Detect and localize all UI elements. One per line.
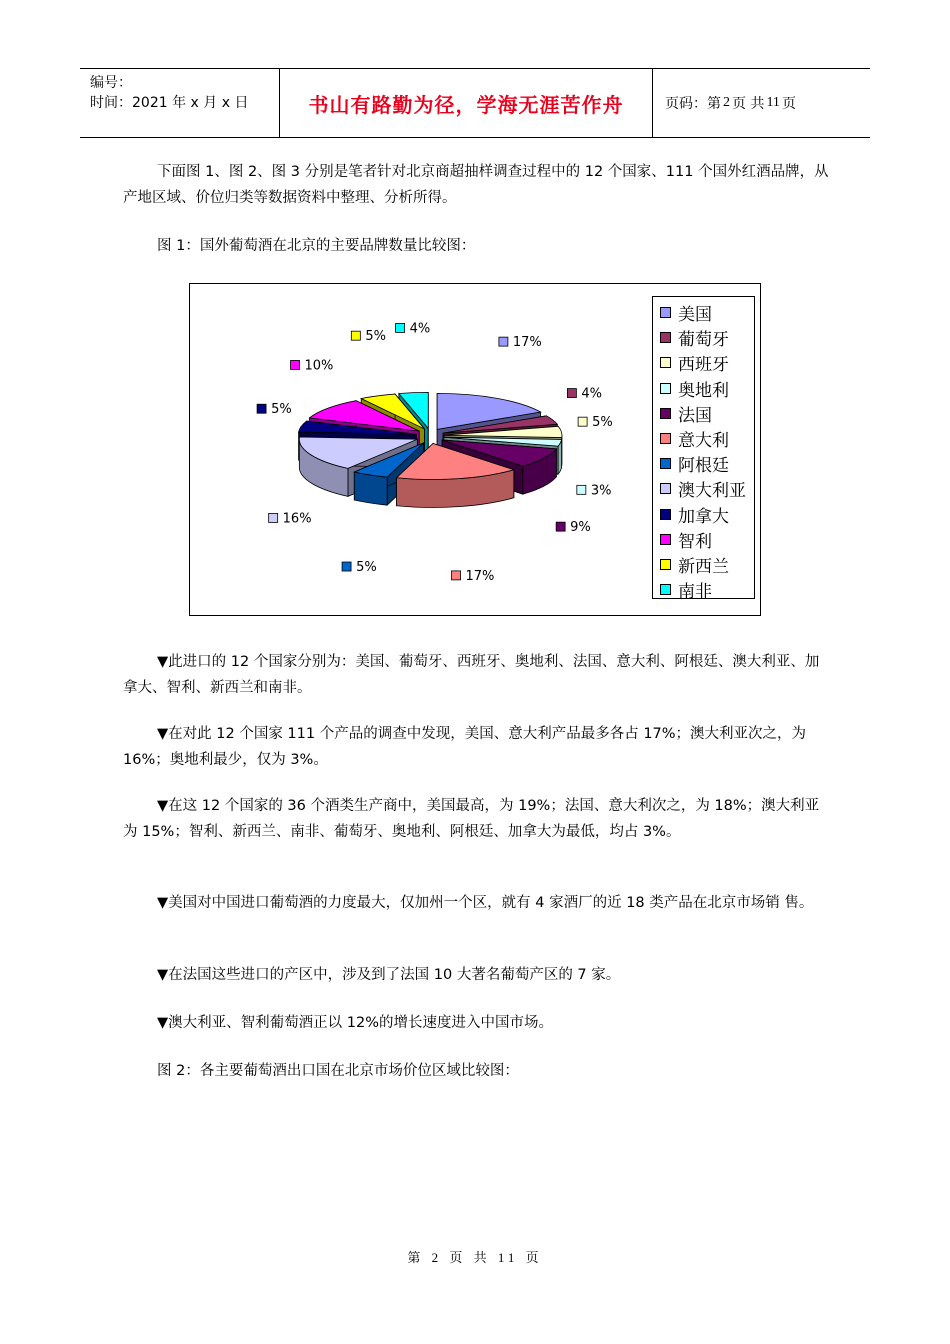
chart-legend xyxy=(652,296,755,603)
page-suffix: 页 xyxy=(781,96,796,112)
time-label: 时间：2021 年 x 月 x 日 xyxy=(90,95,249,111)
legend-swatch xyxy=(660,357,671,368)
data-label xyxy=(499,335,542,350)
data-label xyxy=(257,402,292,417)
legend-label: 阿根廷 xyxy=(678,456,729,477)
legend-swatch xyxy=(660,433,671,444)
legend-item xyxy=(653,325,754,350)
data-label xyxy=(577,483,612,498)
legend-item xyxy=(653,376,754,401)
legend-swatch xyxy=(660,509,671,520)
legend-item xyxy=(653,577,754,602)
legend-swatch xyxy=(660,383,671,394)
page-current: 2 xyxy=(723,95,730,110)
header-motto: 书山有路勤为径，学海无涯苦作舟 xyxy=(280,69,653,137)
legend-swatch xyxy=(660,408,671,419)
svg-text:9%: 9% xyxy=(570,520,591,536)
data-label xyxy=(452,569,495,584)
bullet-countries: ▼此进口的 12 个国家分别为：美国、葡萄牙、西班牙、奥地利、法国、意大利、阿根廷、澳大利亚、加拿大、智利、新西兰和南非。 xyxy=(123,654,820,696)
legend-label: 奥地利 xyxy=(678,380,729,401)
pie-chart-plot xyxy=(190,284,650,615)
svg-text:5%: 5% xyxy=(592,415,613,431)
header-page-info xyxy=(653,69,870,137)
svg-text:3%: 3% xyxy=(590,483,612,499)
number-label: 编号： xyxy=(90,75,132,91)
legend-item xyxy=(653,426,754,451)
legend-item xyxy=(653,502,754,527)
data-label xyxy=(578,415,613,430)
svg-text:4%: 4% xyxy=(581,386,603,402)
svg-text:4%: 4% xyxy=(409,321,431,337)
pie-chart xyxy=(189,283,761,616)
data-label xyxy=(567,387,602,402)
legend-item xyxy=(653,476,754,501)
legend-swatch xyxy=(660,307,671,318)
legend-label: 加拿大 xyxy=(678,506,729,527)
legend-label: 美国 xyxy=(678,305,712,326)
bullet-producers: ▼在这 12 个国家的 36 个酒类生产商中，美国最高，为 19%；法国、意大利次之，为 18%；澳大利亚为 15%；智利、新西兰、南非、葡萄牙、奥地利、阿根廷、加拿大为最低，均占 3%。 xyxy=(123,798,820,840)
legend-item xyxy=(653,350,754,375)
legend-item xyxy=(653,401,754,426)
legend-label: 南非 xyxy=(678,582,712,603)
data-label xyxy=(351,329,386,344)
header-meta xyxy=(80,69,280,137)
page-header xyxy=(80,68,870,138)
intro-paragraph: 下面图 1、图 2、图 3 分别是笔者针对北京商超抽样调查过程中的 12 个国家、111 个国外红酒品牌，从产地区域、价位归类等数据资料中整理、分析所得。 xyxy=(123,164,829,206)
svg-text:5%: 5% xyxy=(271,402,292,418)
legend-item xyxy=(653,451,754,476)
page-mid: 页 共 xyxy=(732,96,765,112)
bullet-usa: ▼美国对中国进口葡萄酒的力度最大，仅加州一个区，就有 4 家酒厂的近 18 类产品在北京市场销 售。 xyxy=(157,895,814,911)
bullet-growth: ▼澳大利亚、智利葡萄酒正以 12%的增长速度进入中国市场。 xyxy=(157,1015,553,1031)
legend-label: 新西兰 xyxy=(678,556,729,577)
data-label xyxy=(269,511,312,526)
svg-text:17%: 17% xyxy=(512,335,542,351)
legend-label: 西班牙 xyxy=(678,355,729,376)
legend-swatch xyxy=(660,584,671,595)
data-label xyxy=(556,520,591,535)
page-prefix: 页码：第 xyxy=(665,96,721,112)
legend-label: 智利 xyxy=(678,531,712,552)
legend-swatch xyxy=(660,483,671,494)
svg-text:5%: 5% xyxy=(356,560,377,576)
svg-text:16%: 16% xyxy=(282,511,312,527)
legend-swatch xyxy=(660,458,671,469)
svg-text:5%: 5% xyxy=(365,329,386,345)
legend-item xyxy=(653,300,754,325)
page-footer: 第 2 页 共 11 页 xyxy=(407,1250,543,1265)
svg-text:17%: 17% xyxy=(465,568,495,584)
data-label xyxy=(342,560,377,575)
legend-item xyxy=(653,527,754,552)
legend-label: 法国 xyxy=(678,405,712,426)
legend-label: 葡萄牙 xyxy=(678,330,729,351)
page-total: 11 xyxy=(766,95,780,110)
data-label xyxy=(291,358,334,373)
data-label xyxy=(396,321,431,336)
bullet-france: ▼在法国这些进口的产区中，涉及到了法国 10 大著名葡萄产区的 7 家。 xyxy=(157,967,621,983)
legend-swatch xyxy=(660,559,671,570)
legend-swatch xyxy=(660,332,671,343)
svg-text:10%: 10% xyxy=(304,358,334,374)
bullet-products: ▼在对此 12 个国家 111 个产品的调查中发现，美国、意大利产品最多各占 17%；澳大利亚次之，为 16%；奥地利最少，仅为 3%。 xyxy=(123,726,807,768)
legend-label: 意大利 xyxy=(678,431,729,452)
legend-label: 澳大利亚 xyxy=(678,481,746,502)
legend-swatch xyxy=(660,534,671,545)
legend-item xyxy=(653,552,754,577)
figure1-caption: 图 1：国外葡萄酒在北京的主要品牌数量比较图： xyxy=(157,238,476,254)
figure2-caption: 图 2：各主要葡萄酒出口国在北京市场价位区域比较图： xyxy=(157,1063,519,1079)
